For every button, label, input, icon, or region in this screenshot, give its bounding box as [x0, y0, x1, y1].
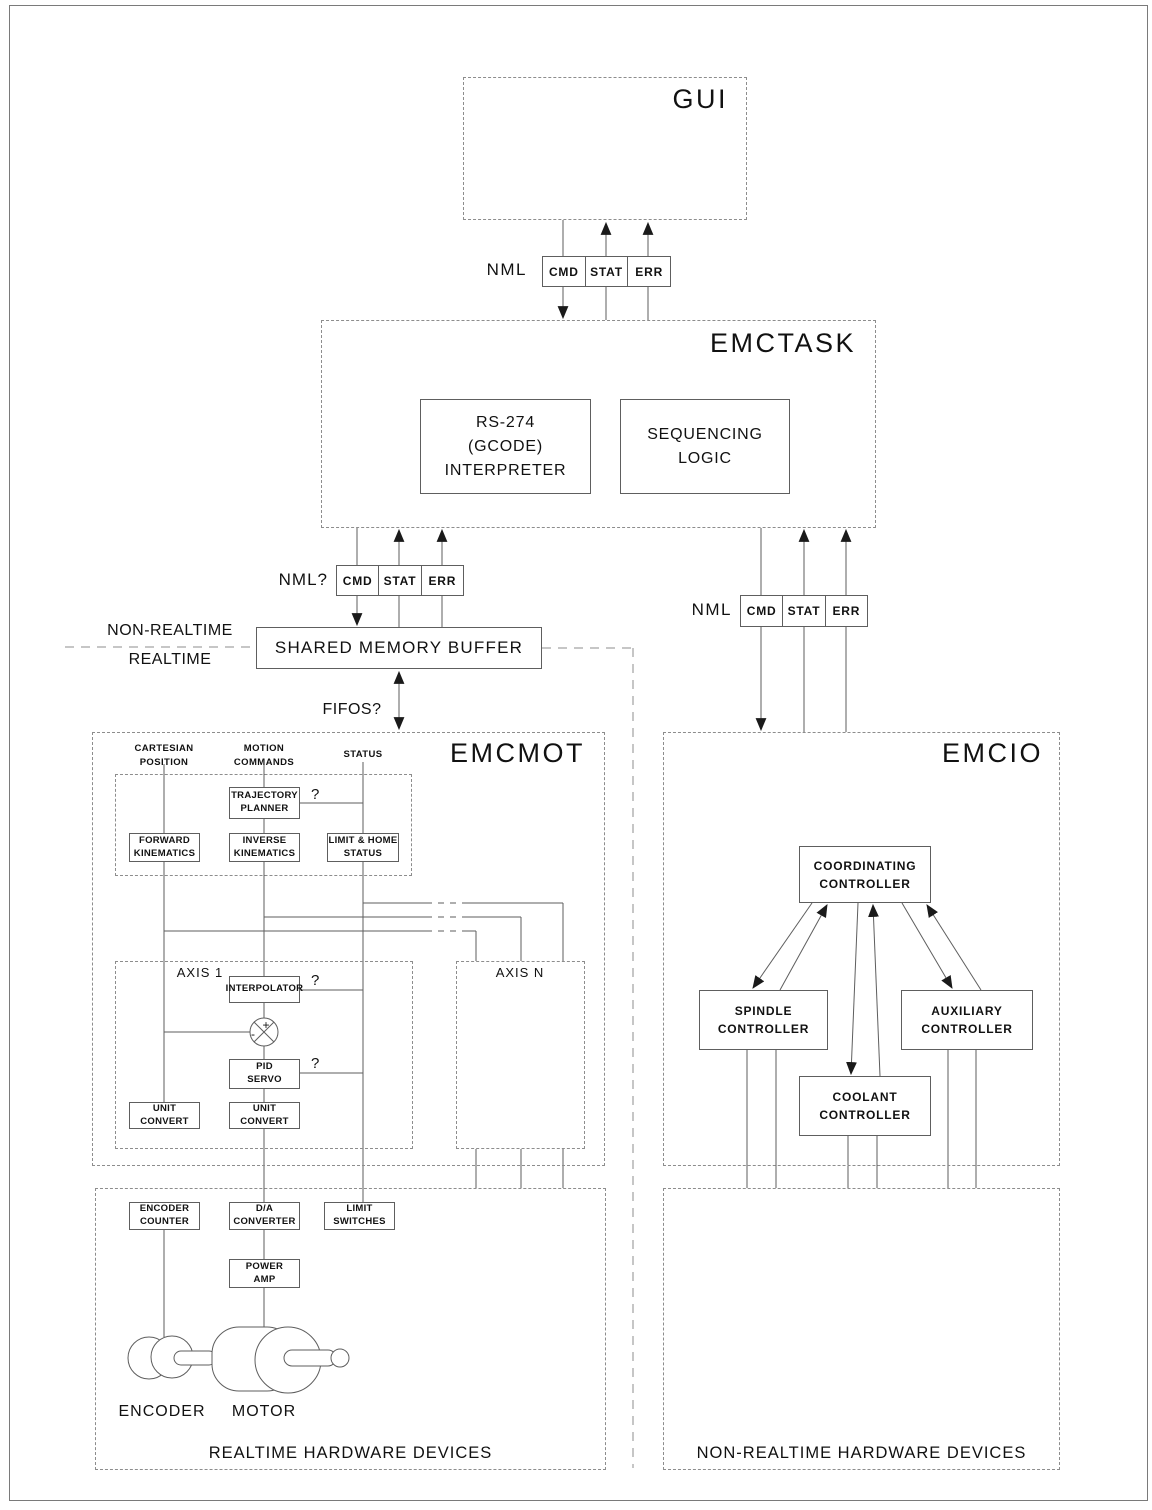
coordinating-line1: COORDINATING — [813, 858, 917, 873]
motion-commands-header — [222, 742, 306, 770]
nonrealtime-boundary-label: NON-REALTIME — [107, 622, 233, 639]
sequencing-line1: SEQUENCING — [647, 425, 763, 443]
nml-top-stat: STAT — [585, 257, 628, 286]
shared-memory-buffer-label: SHARED MEMORY BUFFER — [274, 638, 524, 657]
encoder-label: ENCODER — [118, 1403, 206, 1420]
shared-memory-buffer-box — [256, 627, 542, 669]
forward-kinematics-line1: FORWARD — [138, 834, 190, 846]
forward-kinematics-line2: KINEMATICS — [133, 847, 196, 859]
trajectory-line1: TRAJECTORY — [231, 790, 298, 802]
limit-home-status-box — [327, 833, 399, 862]
unit-convert-fb-line2: CONVERT — [140, 1115, 189, 1127]
motor-label: MOTOR — [231, 1403, 297, 1420]
nonrealtime-hardware-caption: NON-REALTIME HARDWARE DEVICES — [696, 1444, 1027, 1462]
nml-top-cells — [542, 256, 671, 287]
power-amp-line2: AMP — [253, 1273, 276, 1285]
inverse-kinematics-line1: INVERSE — [242, 834, 287, 846]
cartesian-header-line1: CARTESIAN — [134, 743, 194, 754]
trajectory-line2: PLANNER — [240, 803, 289, 814]
auxiliary-controller-box — [901, 990, 1033, 1050]
cartesian-header-line2: POSITION — [139, 756, 189, 768]
pid-question-mark: ? — [311, 1055, 320, 1072]
power-amp-box — [229, 1259, 300, 1288]
unit-convert-fb-line1: UNIT — [152, 1102, 177, 1114]
summing-plus-sign: + — [262, 1018, 270, 1032]
nml-left-label: NML? — [278, 570, 328, 589]
coolant-line1: COOLANT — [832, 1090, 898, 1104]
nml-right-err: ERR — [825, 596, 867, 626]
unit-convert-out-line2: CONVERT — [240, 1115, 289, 1127]
fifos-label: FIFOS? — [322, 701, 382, 718]
da-converter-box — [229, 1202, 300, 1230]
encoder-counter-line2: COUNTER — [139, 1216, 190, 1227]
realtime-boundary-label: REALTIME — [128, 651, 212, 668]
nml-right-cells — [740, 595, 868, 627]
encoder-counter-line1: ENCODER — [139, 1203, 190, 1215]
nml-left-cells — [336, 565, 464, 596]
power-amp-line1: POWER — [245, 1260, 284, 1272]
emcio-title: EMCIO — [941, 738, 1043, 768]
trajectory-question-mark: ? — [311, 786, 320, 803]
limit-home-line1: LIMIT & HOME — [328, 834, 398, 846]
limit-switches-line1: LIMIT — [346, 1203, 373, 1215]
realtime-hardware-caption: REALTIME HARDWARE DEVICES — [208, 1444, 493, 1462]
spindle-line1: SPINDLE — [734, 1004, 793, 1018]
unit-convert-feedback-box — [129, 1102, 200, 1129]
nml-left-cmd: CMD — [342, 573, 373, 588]
emctask-title: EMCTASK — [709, 328, 856, 358]
nonrealtime-hardware-container — [663, 1188, 1060, 1470]
interpolator-label: INTERPOLATOR — [225, 983, 304, 995]
motion-header-line2: COMMANDS — [233, 756, 295, 768]
nml-right-stat: STAT — [782, 596, 824, 626]
status-header: STATUS — [343, 749, 383, 760]
nml-left-err: ERR — [421, 566, 463, 595]
forward-kinematics-box — [129, 833, 200, 862]
limit-home-line2: STATUS — [343, 847, 383, 859]
pid-servo-line1: PID — [256, 1061, 273, 1073]
nml-top-cmd: CMD — [548, 264, 579, 279]
interpreter-line3: INTERPRETER — [444, 461, 567, 479]
cartesian-position-header — [124, 742, 204, 770]
limit-switches-box — [324, 1202, 395, 1230]
limit-switches-line2: SWITCHES — [333, 1216, 386, 1227]
nml-top-label: NML — [486, 260, 527, 279]
nml-right-label: NML — [691, 600, 732, 619]
coolant-line2: CONTROLLER — [819, 1108, 911, 1122]
axisn-container — [456, 961, 585, 1149]
interpolator-question-mark: ? — [311, 972, 320, 989]
gcode-interpreter-box — [420, 399, 591, 494]
nml-right-cmd: CMD — [746, 604, 777, 618]
inverse-kinematics-line2: KINEMATICS — [233, 847, 296, 859]
axisn-label: AXIS N — [495, 965, 545, 980]
interpreter-line1: RS-274 — [475, 413, 536, 431]
gui-title: GUI — [672, 84, 728, 114]
coordinating-controller-box — [799, 846, 931, 903]
interpreter-line2: (GCODE) — [468, 437, 543, 455]
sequencing-logic-box — [620, 399, 790, 494]
da-converter-line2: CONVERTER — [233, 1216, 296, 1227]
spindle-controller-box — [699, 990, 828, 1050]
spindle-line2: CONTROLLER — [717, 1022, 810, 1036]
auxiliary-line2: CONTROLLER — [921, 1022, 1013, 1036]
nml-top-err: ERR — [627, 257, 670, 286]
pid-servo-box — [229, 1059, 300, 1089]
auxiliary-line1: AUXILIARY — [931, 1004, 1003, 1018]
unit-convert-output-box — [229, 1102, 300, 1129]
trajectory-planner-box — [229, 787, 300, 819]
inverse-kinematics-box — [229, 833, 300, 862]
realtime-hardware-container — [95, 1188, 606, 1470]
da-converter-line1: D/A — [255, 1203, 274, 1215]
summing-minus-sign: - — [251, 1027, 255, 1041]
coordinating-line2: CONTROLLER — [819, 876, 911, 891]
emcmot-title: EMCMOT — [450, 738, 585, 768]
interpolator-box — [225, 976, 304, 1003]
encoder-counter-box — [129, 1202, 200, 1230]
pid-servo-line2: SERVO — [247, 1074, 282, 1085]
unit-convert-out-line1: UNIT — [252, 1102, 277, 1114]
coolant-controller-box — [799, 1076, 931, 1136]
motion-header-line1: MOTION — [243, 743, 285, 754]
axis1-label: AXIS 1 — [176, 965, 224, 980]
nml-left-stat: STAT — [378, 566, 420, 595]
sequencing-line2: LOGIC — [678, 449, 732, 467]
